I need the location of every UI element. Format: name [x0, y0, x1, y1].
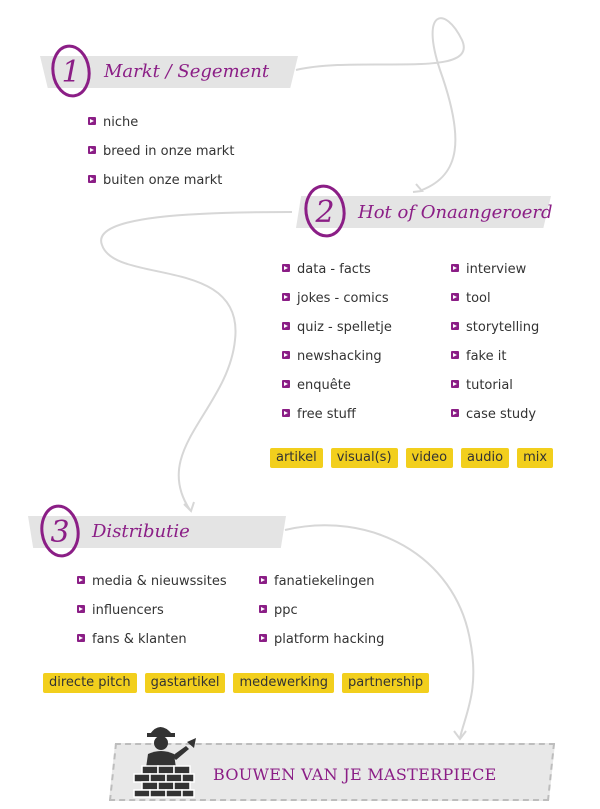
bullet-icon: [88, 117, 96, 125]
bullet-icon: [88, 146, 96, 154]
tag-directe-pitch: directe pitch: [43, 673, 137, 693]
tag-visuals: visual(s): [331, 448, 398, 468]
list-item: platform hacking: [259, 632, 384, 661]
bullet-icon: [451, 322, 459, 330]
bullet-icon: [77, 576, 85, 584]
tag-gastartikel: gastartikel: [145, 673, 226, 693]
list-item: breed in onze markt: [88, 144, 234, 173]
section-3-list-left: [77, 574, 227, 661]
list-item: media & nieuwssites: [77, 574, 227, 603]
section-1-list: [88, 115, 234, 202]
tag-partnership: partnership: [342, 673, 429, 693]
list-item: fanatiekelingen: [259, 574, 384, 603]
bullet-icon: [77, 634, 85, 642]
section-1-title: Markt / Segement: [104, 61, 270, 82]
section-2-title: Hot of Onaangeroerd: [358, 202, 553, 223]
list-item: ppc: [259, 603, 384, 632]
bullet-icon: [451, 293, 459, 301]
number-1-icon: [48, 42, 96, 100]
svg-text:1: 1: [61, 55, 81, 90]
list-item: newshacking: [282, 349, 392, 378]
tag-medewerking: medewerking: [233, 673, 334, 693]
list-item: buiten onze markt: [88, 173, 234, 202]
list-item: tutorial: [451, 378, 539, 407]
bullet-icon: [259, 605, 267, 613]
list-item: storytelling: [451, 320, 539, 349]
section-2-list-right: [451, 262, 539, 436]
bullet-icon: [259, 634, 267, 642]
bullet-icon: [451, 380, 459, 388]
bullet-icon: [282, 264, 290, 272]
list-item: tool: [451, 291, 539, 320]
list-item: fans & klanten: [77, 632, 227, 661]
list-item: enquête: [282, 378, 392, 407]
number-2-icon: [300, 182, 350, 240]
bullet-icon: [451, 351, 459, 359]
bullet-icon: [282, 409, 290, 417]
bullet-icon: [282, 293, 290, 301]
list-item: quiz - spelletje: [282, 320, 392, 349]
number-3-icon: [36, 502, 84, 560]
bullet-icon: [77, 605, 85, 613]
bullet-icon: [282, 351, 290, 359]
list-item: fake it: [451, 349, 539, 378]
svg-text:3: 3: [50, 515, 70, 550]
tag-video: video: [406, 448, 454, 468]
section-3-list-right: [259, 574, 384, 661]
section-3-title: Distributie: [92, 521, 190, 542]
list-item: influencers: [77, 603, 227, 632]
list-item: data - facts: [282, 262, 392, 291]
list-item: jokes - comics: [282, 291, 392, 320]
tag-mix: mix: [517, 448, 553, 468]
bullet-icon: [451, 409, 459, 417]
bullet-icon: [451, 264, 459, 272]
svg-text:2: 2: [315, 195, 335, 230]
section-3-tags: [43, 673, 429, 693]
bullet-icon: [282, 380, 290, 388]
section-2-list-left: [282, 262, 392, 436]
list-item: interview: [451, 262, 539, 291]
bullet-icon: [282, 322, 290, 330]
bullet-icon: [88, 175, 96, 183]
list-item: case study: [451, 407, 539, 436]
tag-audio: audio: [461, 448, 509, 468]
section-2-tags: [270, 448, 553, 468]
final-title: BOUWEN VAN JE MASTERPIECE: [213, 765, 497, 784]
bullet-icon: [259, 576, 267, 584]
list-item: free stuff: [282, 407, 392, 436]
bricklayer-icon: [132, 718, 204, 798]
list-item: niche: [88, 115, 234, 144]
tag-artikel: artikel: [270, 448, 323, 468]
